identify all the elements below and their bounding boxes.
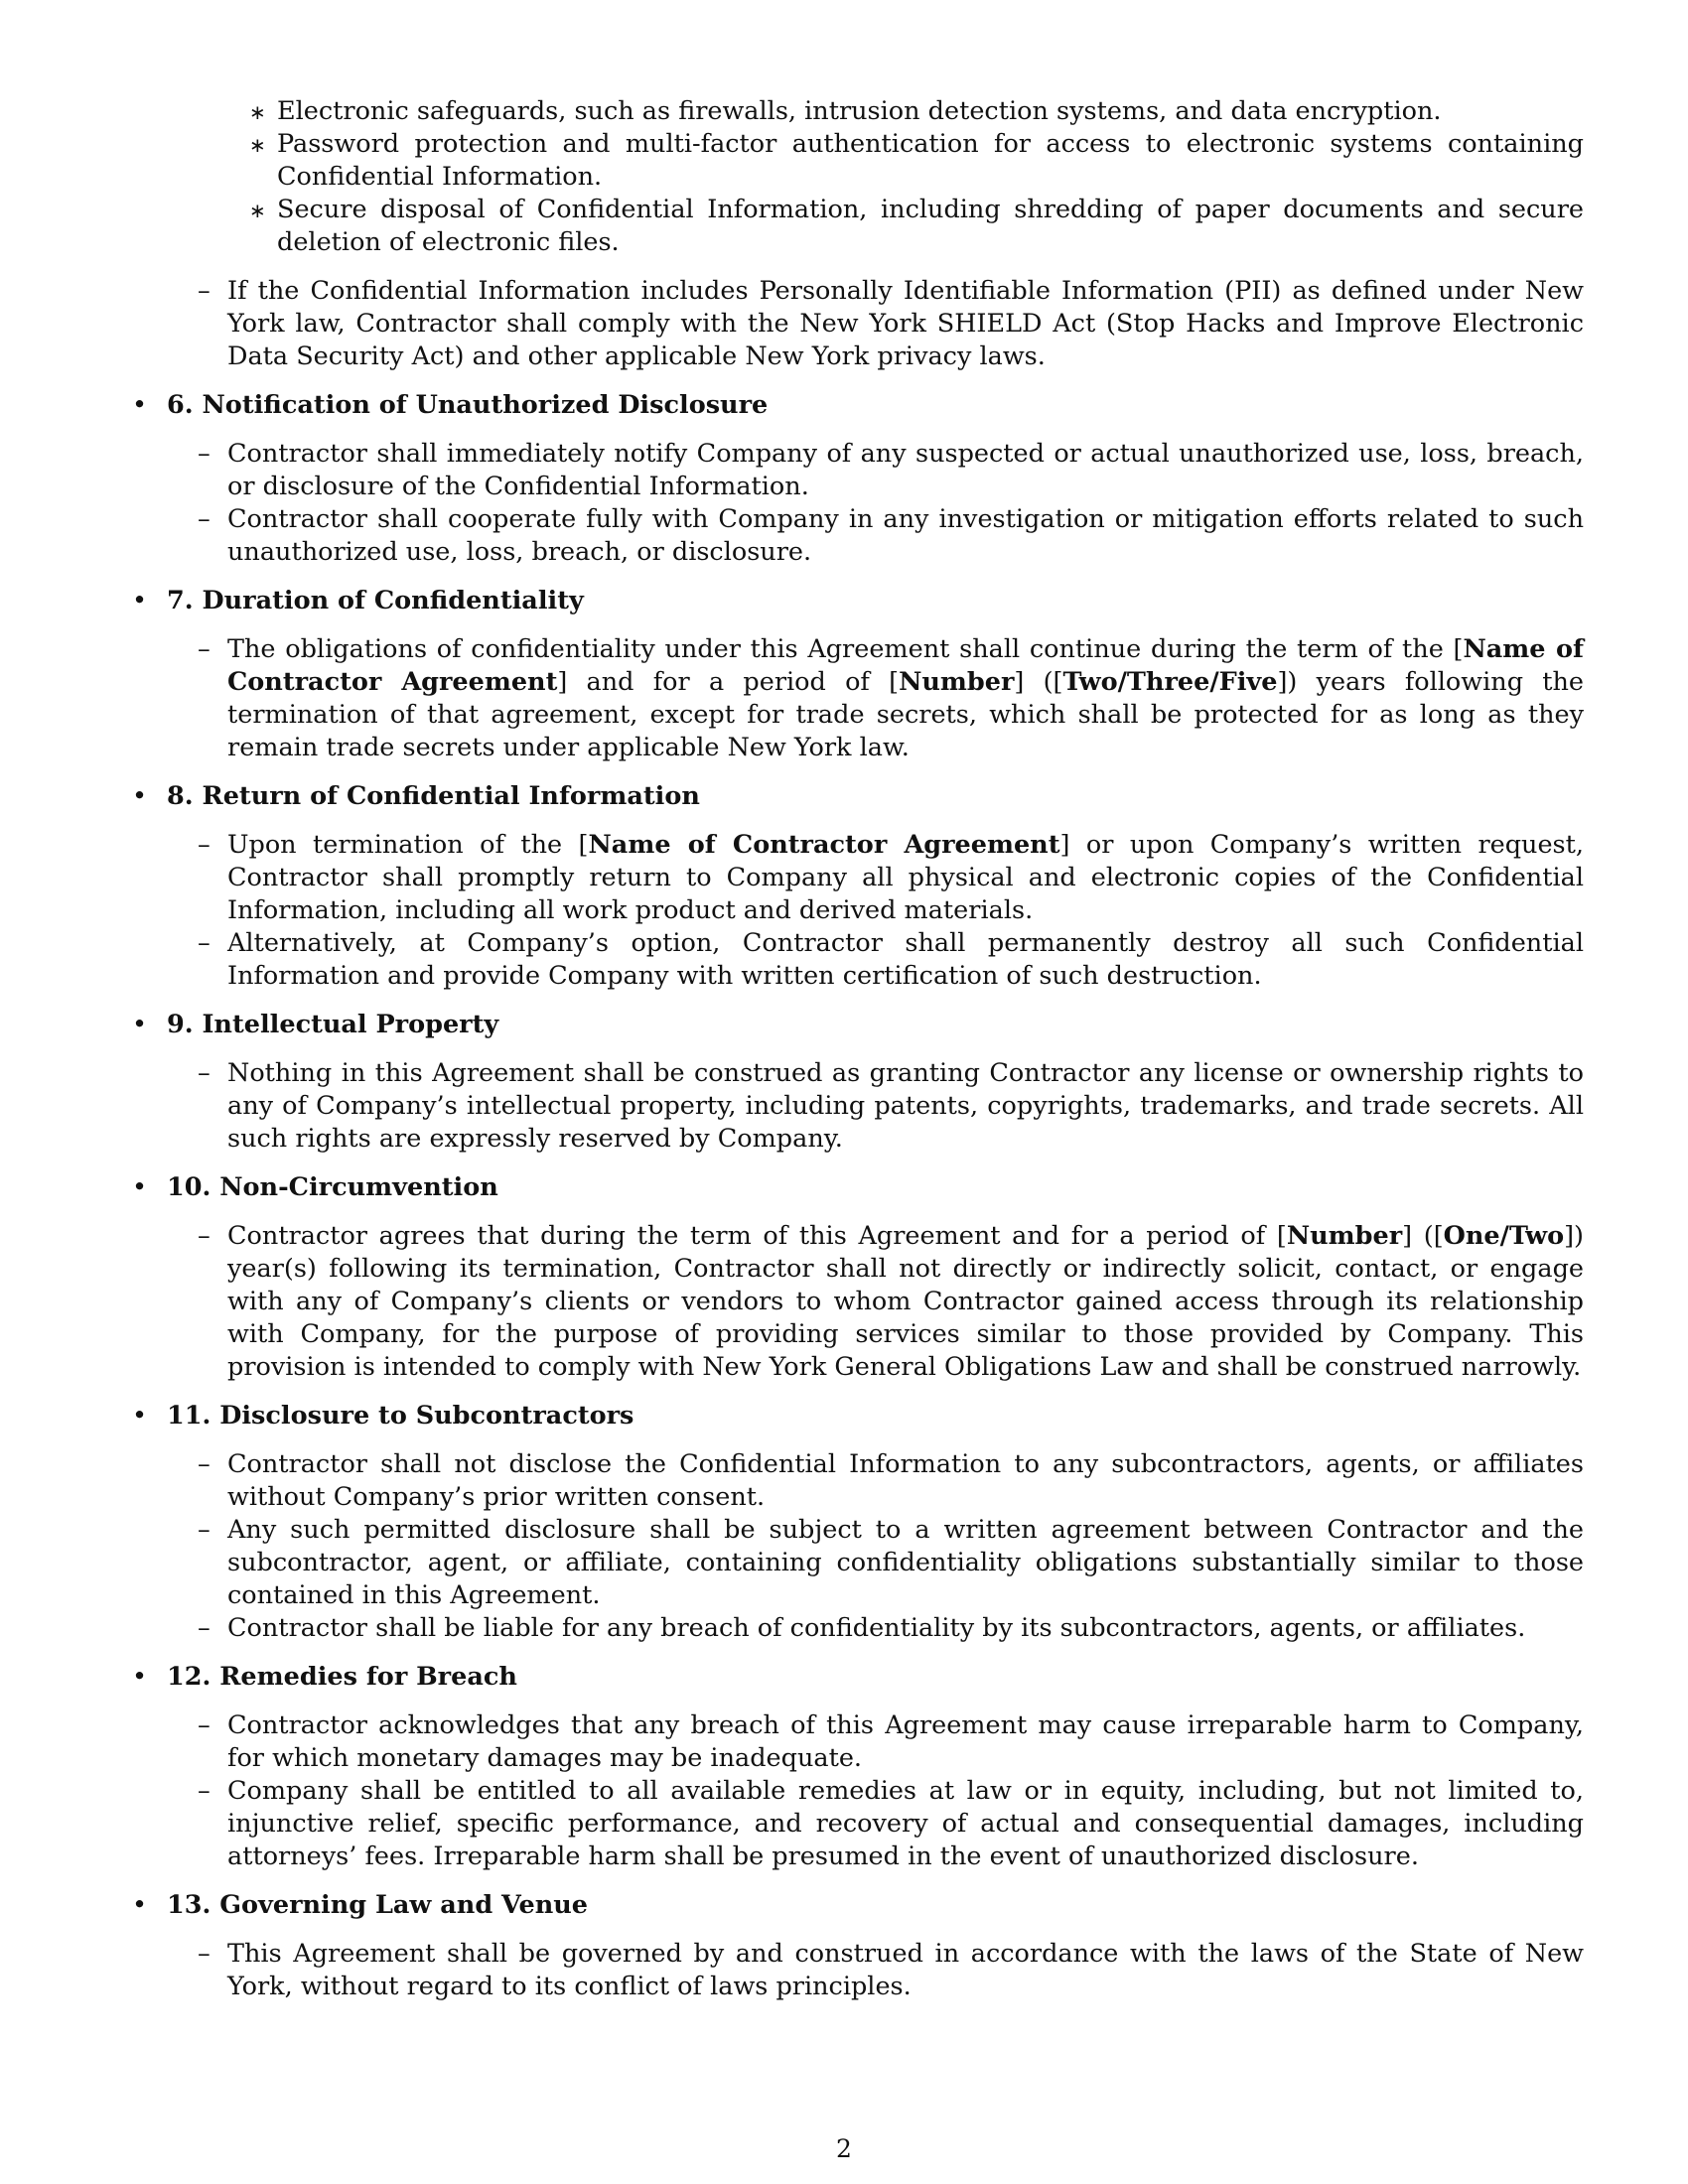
text-run: ]) years following the termination of that agreement, except for trade secrets, which shall be protected for as long as they remain trade secrets under applicable New York law. [227,667,1585,762]
section-item: – This Agreement shall be governed by and construed in accordance with the laws of the State of New York, without regard to its conflict of laws principles. [227,1938,1584,2003]
section-12 [132,1661,1584,1873]
document-body [132,95,1584,2003]
section-item: – Contractor acknowledges that any breach of this Agreement may cause irreparable harm to Company, for which monetary damages may be inadequate. [227,1709,1584,1775]
section-heading: • 9. Intellectual Property [167,1009,1584,1041]
placeholder-term: Number [1286,1221,1403,1251]
section-item: – Contractor shall cooperate fully with Company in any investigation or mitigation efforts related to such unauthorized use, loss, breach, or disclosure. [227,503,1584,569]
security-measure-item: ∗ Secure disposal of Confidential Information, including shredding of paper documents and secure deletion of electronic files. [277,194,1584,259]
section-13 [132,1889,1584,2003]
section-items [132,438,1584,569]
security-measure-item: ∗ Password protection and multi-factor authentication for access to electronic systems containing Confidential Information. [277,128,1584,194]
section-items [132,1057,1584,1156]
section-heading: • 7. Duration of Confidentiality [167,585,1584,617]
section-8 [132,780,1584,993]
placeholder-term: One/Two [1443,1221,1565,1251]
section-item: – Nothing in this Agreement shall be construed as granting Contractor any license or ownership rights to any of Company’s intellectual property, including patents, copyrights, trademarks, and trade secrets. All such rights are expressly reserved by Company. [227,1057,1584,1156]
section-item: – Contractor shall immediately notify Company of any suspected or actual unauthorized use, loss, breach, or disclosure of the Confidential Information. [227,438,1584,503]
security-measure-item: ∗ Electronic safeguards, such as firewalls, intrusion detection systems, and data encryption. [277,95,1584,128]
section-heading: • 8. Return of Confidential Information [167,780,1584,813]
section-items [132,1220,1584,1384]
placeholder-term: Name of Contractor Agreement [227,634,1584,697]
text-run: ] or upon Company’s written request, Contractor shall promptly return to Company all physical and electronic copies of the Confidential Information, including all work product and derived materials. [227,830,1584,925]
security-measures-list [132,95,1584,259]
section-item: – Contractor shall not disclose the Confidential Information to any subcontractors, agents, or affiliates without Company’s prior written consent. [227,1448,1584,1514]
page-number: 2 [836,2134,852,2163]
placeholder-term: Number [899,667,1015,697]
section-items [132,1938,1584,2003]
section-item [227,633,1584,764]
section-item: – Company shall be entitled to all available remedies at law or in equity, including, but not limited to, injunctive relief, specific performance, and recovery of actual and consequential damages, including attorneys’ fees. Irreparable harm shall be presumed in the event of unauthorized disclosure. [227,1775,1584,1873]
text-run: Upon termination of the [ [227,830,589,860]
placeholder-term: Two/Three/Five [1062,667,1278,697]
text-run: ] ([ [1014,667,1063,697]
text-run: ] ([ [1402,1221,1444,1251]
section-items [132,1448,1584,1645]
section-11 [132,1400,1584,1645]
section-heading: • 12. Remedies for Breach [167,1661,1584,1694]
section-items [132,1709,1584,1873]
pii-clause-list [132,275,1584,373]
section-item: – Contractor shall be liable for any breach of confidentiality by its subcontractors, agents, or affiliates. [227,1612,1584,1645]
section-heading: • 10. Non-Circumvention [167,1171,1584,1204]
text-run: The obligations of confidentiality under this Agreement shall continue during the term of the [ [227,634,1464,664]
text-run: Contractor agrees that during the term of this Agreement and for a period of [ [227,1221,1287,1251]
section-item: – Alternatively, at Company’s option, Contractor shall permanently destroy all such Confidential Information and provide Company with written certification of such destruction. [227,927,1584,993]
section-item [227,829,1584,927]
text-run: ]) year(s) following its termination, Contractor shall not directly or indirectly solicit, contact, or engage with any of Company’s clients or vendors to whom Contractor gained access through its relationship with Company, for the purpose of providing services similar to those provided by Company. This provision is intended to comply with New York General Obligations Law and shall be construed narrowly. [227,1221,1584,1382]
pii-clause: – If the Confidential Information includes Personally Identifiable Information (PII) as defined under New York law, Contractor shall comply with the New York SHIELD Act (Stop Hacks and Improve Electronic Data Security Act) and other applicable New York privacy laws. [227,275,1584,373]
text-run: ] and for a period of [ [557,667,900,697]
section-7 [132,585,1584,764]
section-9 [132,1009,1584,1156]
section-heading: • 6. Notification of Unauthorized Disclosure [167,389,1584,422]
section-items [132,829,1584,993]
section-item: – Any such permitted disclosure shall be subject to a written agreement between Contractor and the subcontractor, agent, or affiliate, containing confidentiality obligations substantially similar to those contained in this Agreement. [227,1514,1584,1612]
section-item [227,1220,1584,1384]
section-10 [132,1171,1584,1384]
section-items [132,633,1584,764]
section-6 [132,389,1584,569]
placeholder-term: Name of Contractor Agreement [588,830,1060,860]
section-heading: • 13. Governing Law and Venue [167,1889,1584,1922]
sections-list [132,389,1584,2003]
section-heading: • 11. Disclosure to Subcontractors [167,1400,1584,1433]
